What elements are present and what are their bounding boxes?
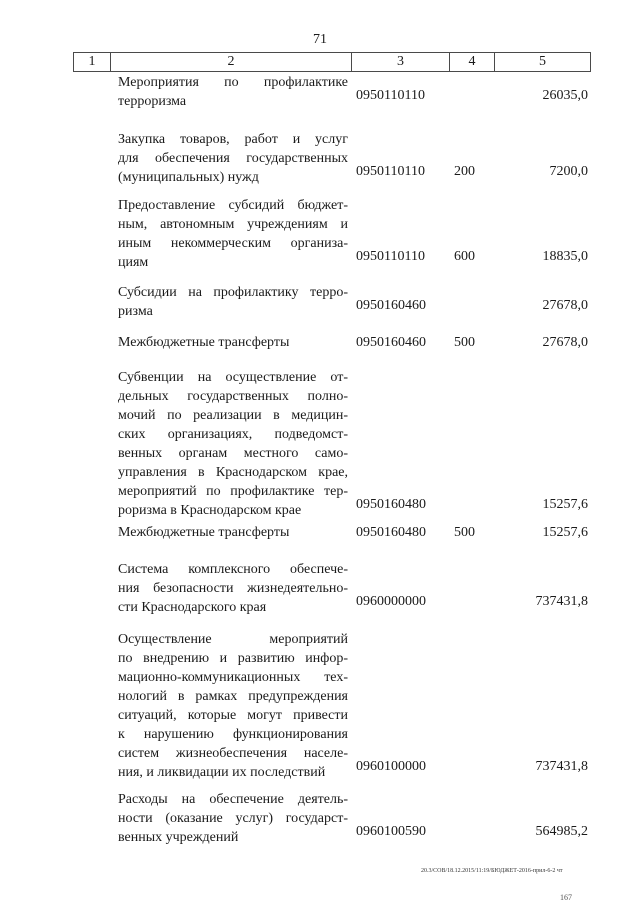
table-row bbox=[0, 196, 640, 272]
expense-name bbox=[118, 283, 348, 321]
expense-name bbox=[118, 333, 348, 352]
expense-code: 0950160460 bbox=[356, 335, 426, 350]
expense-code: 0950160480 bbox=[356, 497, 426, 512]
table-row bbox=[0, 283, 640, 321]
table-row bbox=[0, 523, 640, 542]
table-row bbox=[0, 560, 640, 617]
expense-name-line: по внедрению и развитию инфор- bbox=[118, 651, 348, 666]
expense-amount: 7200,0 bbox=[549, 164, 588, 179]
expense-code: 0960100590 bbox=[356, 824, 426, 839]
expense-type: 200 bbox=[454, 164, 475, 179]
expense-name-line: циям bbox=[118, 255, 149, 270]
expense-type: 500 bbox=[454, 525, 475, 540]
expense-name-line: мочий по реализации в медицин- bbox=[118, 408, 348, 423]
column-header-1: 1 bbox=[74, 53, 111, 72]
expense-name-line: ризма bbox=[118, 304, 153, 319]
expense-code: 0950110110 bbox=[356, 249, 425, 264]
expense-name-line: Межбюджетные трансферты bbox=[118, 525, 290, 540]
expense-name-line: венных учреждений bbox=[118, 830, 239, 845]
expense-name-line: Закупка товаров, работ и услуг bbox=[118, 132, 348, 147]
expense-code: 0950110110 bbox=[356, 164, 425, 179]
page-number: 71 bbox=[313, 32, 327, 47]
expense-name bbox=[118, 523, 348, 542]
expense-amount: 26035,0 bbox=[542, 88, 588, 103]
expense-name-line: к нарушению функционирования bbox=[118, 727, 348, 742]
expense-name-line: ния безопасности жизнедеятельно- bbox=[118, 581, 348, 596]
expense-amount: 27678,0 bbox=[542, 335, 588, 350]
expense-amount: 737431,8 bbox=[535, 594, 588, 609]
column-header-table bbox=[73, 52, 591, 72]
expense-name-line: терроризма bbox=[118, 94, 187, 109]
expense-name-line: для обеспечения государственных bbox=[118, 151, 348, 166]
expense-name-line: ности (оказание услуг) государст- bbox=[118, 811, 348, 826]
expense-code: 0950160480 bbox=[356, 525, 426, 540]
table-row bbox=[0, 630, 640, 782]
column-header-3: 3 bbox=[352, 53, 450, 72]
expense-name bbox=[118, 368, 348, 520]
expense-name-line: мероприятий по профилактике тер- bbox=[118, 484, 348, 499]
expense-amount: 15257,6 bbox=[542, 525, 588, 540]
expense-name-line: систем жизнеобеспечения населе- bbox=[118, 746, 348, 761]
expense-amount: 737431,8 bbox=[535, 759, 588, 774]
expense-name-line: нологий в рамках предупреждения bbox=[118, 689, 348, 704]
expense-name-line: ния, и ликвидации их последствий bbox=[118, 765, 326, 780]
table-row bbox=[0, 790, 640, 847]
footer-page-mark: 167 bbox=[560, 893, 572, 902]
expense-type: 600 bbox=[454, 249, 475, 264]
expense-code: 0960000000 bbox=[356, 594, 426, 609]
expense-name bbox=[118, 630, 348, 782]
table-row bbox=[0, 130, 640, 187]
table-row bbox=[0, 333, 640, 352]
expense-name-line: Предоставление субсидий бюджет- bbox=[118, 198, 348, 213]
table-row bbox=[0, 368, 640, 520]
expense-name-line: Система комплексного обеспече- bbox=[118, 562, 348, 577]
column-header-2: 2 bbox=[111, 53, 352, 72]
expense-name bbox=[118, 130, 348, 187]
column-header-row bbox=[74, 53, 591, 72]
expense-name bbox=[118, 560, 348, 617]
expense-name bbox=[118, 196, 348, 272]
expense-name-line: Осуществление мероприятий bbox=[118, 632, 348, 647]
expense-name-line: (муниципальных) нужд bbox=[118, 170, 259, 185]
expense-code: 0950110110 bbox=[356, 88, 425, 103]
expense-name-line: мационно-коммуникационных тех- bbox=[118, 670, 348, 685]
expense-name-line: управления в Краснодарском крае, bbox=[118, 465, 348, 480]
footer-stamp: 20.3/СОВ/18.12.2015/11:19/БЮДЖЕТ-2016-прил-6-2 чт bbox=[421, 868, 563, 874]
expense-name-line: Расходы на обеспечение деятель- bbox=[118, 792, 348, 807]
expense-amount: 564985,2 bbox=[535, 824, 588, 839]
expense-name bbox=[118, 73, 348, 111]
column-header-5: 5 bbox=[495, 53, 591, 72]
expense-name-line: ным, автономным учреждениям и bbox=[118, 217, 348, 232]
expense-name-line: венных органам местного само- bbox=[118, 446, 348, 461]
expense-name-line: Субсидии на профилактику терро- bbox=[118, 285, 348, 300]
expense-type: 500 bbox=[454, 335, 475, 350]
table-row bbox=[0, 73, 640, 111]
expense-name bbox=[118, 790, 348, 847]
expense-amount: 27678,0 bbox=[542, 298, 588, 313]
expense-code: 0950160460 bbox=[356, 298, 426, 313]
expense-name-line: Межбюджетные трансферты bbox=[118, 335, 290, 350]
expense-name-line: Мероприятия по профилактике bbox=[118, 75, 348, 90]
expense-name-line: Субвенции на осуществление от- bbox=[118, 370, 348, 385]
expense-name-line: сти Краснодарского края bbox=[118, 600, 267, 615]
expense-name-line: роризма в Краснодарском крае bbox=[118, 503, 302, 518]
expense-name-line: иным некоммерческим организа- bbox=[118, 236, 348, 251]
expense-amount: 15257,6 bbox=[542, 497, 588, 512]
expense-name-line: ситуаций, которые могут привести bbox=[118, 708, 348, 723]
column-header-4: 4 bbox=[450, 53, 495, 72]
expense-amount: 18835,0 bbox=[542, 249, 588, 264]
expense-code: 0960100000 bbox=[356, 759, 426, 774]
expense-name-line: дельных государственных полно- bbox=[118, 389, 348, 404]
expense-name-line: ских организациях, подведомст- bbox=[118, 427, 348, 442]
